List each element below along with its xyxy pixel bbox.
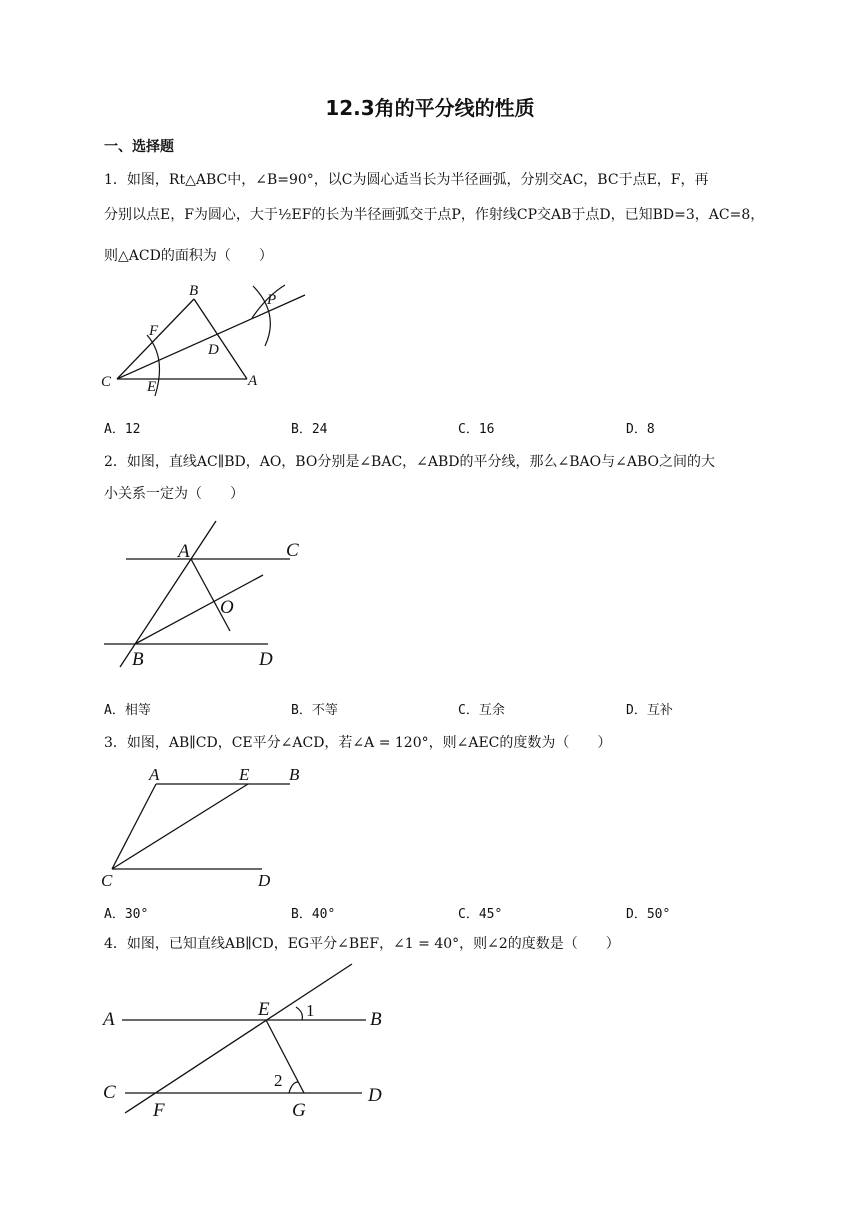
section-heading: 一、选择题 bbox=[104, 139, 174, 155]
q1-label-A: A bbox=[248, 373, 258, 389]
q2-line-2: 小关系一定为（ ） bbox=[104, 486, 244, 502]
q1-label-C: C bbox=[101, 374, 112, 390]
q1-option-c: C．16 bbox=[458, 422, 495, 437]
q1-label-B: B bbox=[189, 283, 199, 299]
q4-label-F: F bbox=[153, 1100, 165, 1121]
q2-label-O: O bbox=[220, 597, 234, 618]
q2-label-A: A bbox=[178, 541, 190, 562]
q4-line-1: 4．如图，已知直线AB∥CD，EG平分∠BEF，∠1 = 40°，则∠2的度数是（ ） bbox=[104, 936, 620, 952]
q1-label-F: F bbox=[149, 323, 159, 339]
q3-option-c: C．45° bbox=[458, 907, 503, 922]
q4-label-D: D bbox=[368, 1085, 382, 1106]
q4-label-1: 1 bbox=[306, 1001, 315, 1020]
q1-label-E: E bbox=[147, 379, 157, 395]
q3-label-B: B bbox=[289, 765, 300, 784]
q1-option-b: B．24 bbox=[291, 422, 328, 437]
q3-line-1: 3．如图，AB∥CD，CE平分∠ACD，若∠A = 120°，则∠AEC的度数为（ ） bbox=[104, 735, 612, 751]
q2-option-d: D．互补 bbox=[626, 703, 673, 718]
q3-label-C: C bbox=[101, 871, 113, 890]
q2-label-D: D bbox=[259, 649, 273, 670]
q2-line-1: 2．如图，直线AC∥BD，AO，BO分别是∠BAC，∠ABD的平分线，那么∠BAO与∠ABO之间的大 bbox=[104, 454, 715, 470]
page-title: 12.3角的平分线的性质 bbox=[325, 96, 535, 120]
q3-label-D: D bbox=[258, 871, 271, 890]
q2-option-b: B．不等 bbox=[291, 703, 338, 718]
q1-option-a: A．12 bbox=[104, 422, 141, 437]
q2-figure bbox=[98, 515, 318, 675]
q4-label-C: C bbox=[103, 1082, 116, 1103]
q3-option-d: D．50° bbox=[626, 907, 671, 922]
q4-label-B: B bbox=[370, 1009, 382, 1030]
q4-label-E: E bbox=[258, 999, 270, 1020]
q4-label-G: G bbox=[292, 1100, 306, 1121]
q3-option-b: B．40° bbox=[291, 907, 336, 922]
q3-option-a: A．30° bbox=[104, 907, 149, 922]
q4-label-A: A bbox=[103, 1009, 115, 1030]
q1-line-3: 则△ACD的面积为（ ） bbox=[104, 248, 273, 264]
q3-label-E: E bbox=[239, 765, 250, 784]
q2-label-C: C bbox=[286, 540, 299, 561]
q1-label-D: D bbox=[208, 342, 219, 358]
q1-figure bbox=[95, 278, 315, 398]
q3-figure bbox=[98, 760, 308, 892]
q1-label-P: P bbox=[267, 292, 277, 308]
q3-label-A: A bbox=[149, 765, 160, 784]
q1-line-2: 分别以点E，F为圆心，大于½EF的长为半径画弧交于点P，作射线CP交AB于点D，已知BD=3，AC=8， bbox=[104, 207, 765, 223]
q1-option-d: D．8 bbox=[626, 422, 655, 437]
q2-option-c: C．互余 bbox=[458, 703, 505, 718]
q1-line-1: 1．如图，Rt△ABC中，∠B=90°，以C为圆心适当长为半径画弧，分别交AC，BC于点E，F，再 bbox=[104, 172, 709, 188]
q2-label-B: B bbox=[132, 649, 144, 670]
q4-label-2: 2 bbox=[274, 1071, 283, 1090]
q2-option-a: A．相等 bbox=[104, 703, 151, 718]
q4-figure bbox=[98, 958, 398, 1128]
